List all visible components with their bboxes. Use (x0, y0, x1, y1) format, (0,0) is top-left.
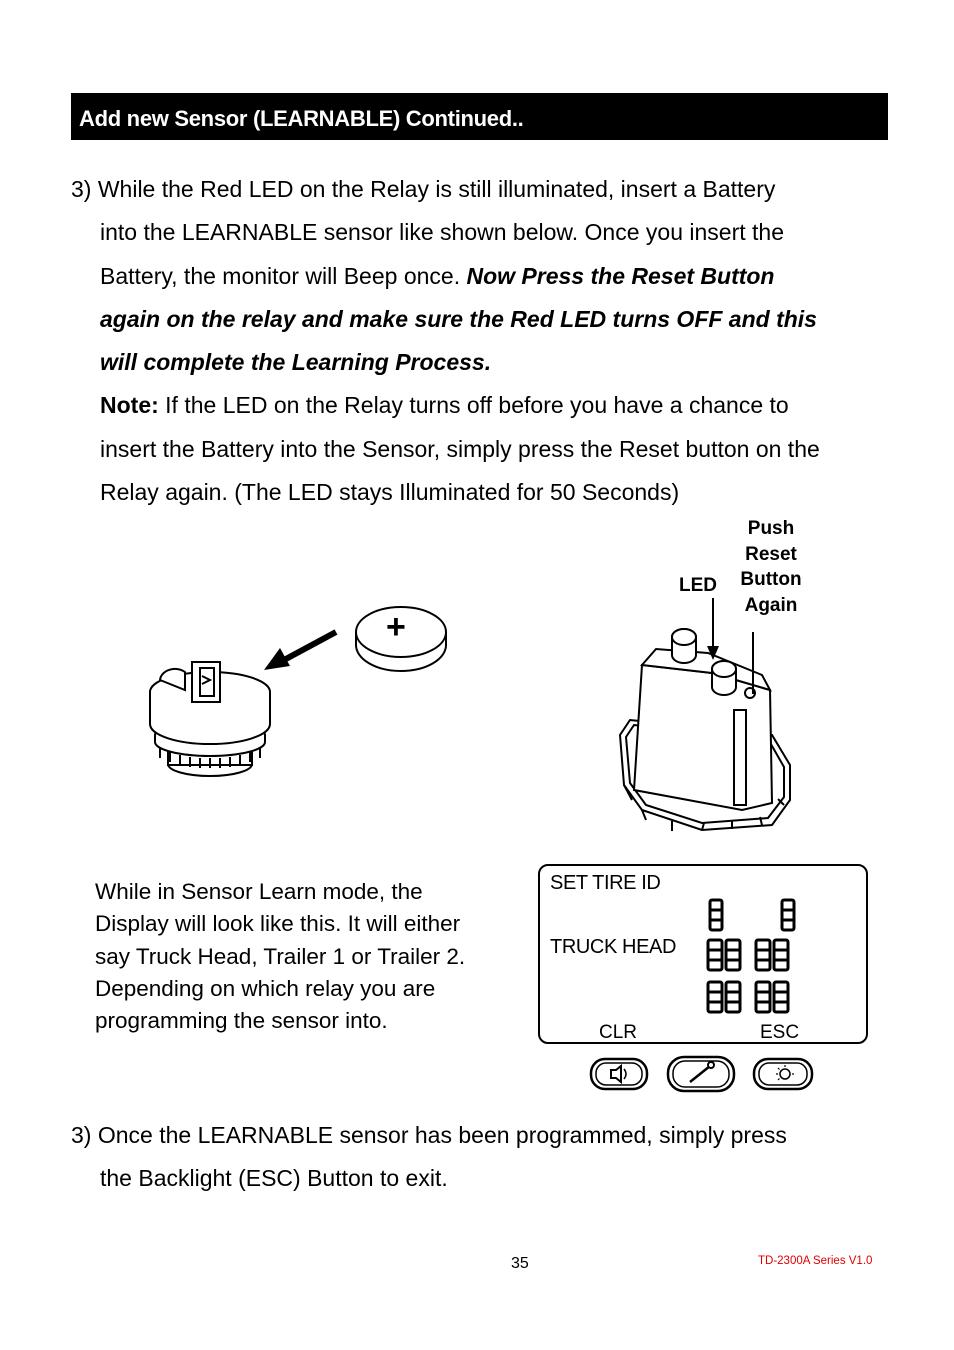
clr-softkey-label: CLR (599, 1022, 638, 1043)
reset-pointer-line (748, 632, 758, 694)
insert-arrow-icon (262, 630, 338, 672)
caption-line-2: Display will look like this. It will either (95, 911, 461, 937)
push-label-line-2: Reset (745, 543, 797, 565)
sensor-illustration (140, 640, 280, 790)
step-3-line-2: into the LEARNABLE sensor like shown below. Once you insert the (100, 219, 784, 246)
esc-softkey-label: ESC (760, 1022, 800, 1043)
pen-button-icon[interactable] (666, 1055, 736, 1093)
reset-emphasis-start: Now Press the Reset Button (466, 262, 775, 289)
push-reset-label (730, 516, 812, 618)
exit-line-1: 3) Once the LEARNABLE sensor has been programmed, simply press (71, 1122, 787, 1148)
step-3-line-3 (71, 255, 921, 298)
lcd-mode: TRUCK HEAD (550, 936, 677, 958)
lcd-segment-digits (704, 898, 824, 1018)
caption-line-1: While in Sensor Learn mode, the (95, 879, 423, 904)
lcd-title: SET TIRE ID (550, 872, 661, 894)
led-pointer-arrow (705, 598, 721, 660)
push-label-line-4: Again (744, 594, 798, 616)
push-label-line-1: Push (747, 518, 795, 539)
page-number: 35 (511, 1255, 529, 1272)
section-header: Add new Sensor (LEARNABLE) Continued.. (71, 93, 888, 140)
note-line-1 (71, 384, 921, 427)
lcd-display (538, 864, 868, 1044)
caption-line-3: say Truck Head, Trailer 1 or Trailer 2. (95, 943, 466, 969)
exit-instructions (71, 1114, 921, 1201)
model-version: TD-2300A Series V1.0 (758, 1255, 873, 1267)
battery-plus-symbol: + (386, 608, 406, 646)
reset-emphasis-middle: again on the relay and make sure the Red LED turns OFF and this (100, 305, 817, 332)
step-3-instructions (71, 168, 921, 514)
note-text-1: If the LED on the Relay turns off before you have a chance to (158, 392, 789, 419)
caption-line-4: Depending on which relay you are (95, 975, 436, 1001)
display-caption (95, 876, 525, 1037)
speaker-button-icon[interactable] (589, 1057, 649, 1091)
push-label-line-3: Button (740, 569, 802, 590)
led-label: LED (679, 575, 717, 596)
note-label: Note: (100, 392, 159, 419)
step-3-line-1: 3) While the Red LED on the Relay is still illuminated, insert a Battery (71, 176, 776, 202)
exit-line-2: the Backlight (ESC) Button to exit. (100, 1165, 448, 1192)
step-3-line-3-text: Battery, the monitor will Beep once. (100, 262, 467, 289)
note-line-2: insert the Battery into the Sensor, simply press the Reset button on the (100, 435, 820, 462)
note-line-3: Relay again. (The LED stays Illuminated for 50 Seconds) (100, 479, 680, 506)
reset-emphasis-end: will complete the Learning Process. (100, 349, 492, 376)
caption-line-5: programming the sensor into. (95, 1008, 388, 1034)
backlight-button-icon[interactable] (752, 1057, 814, 1091)
